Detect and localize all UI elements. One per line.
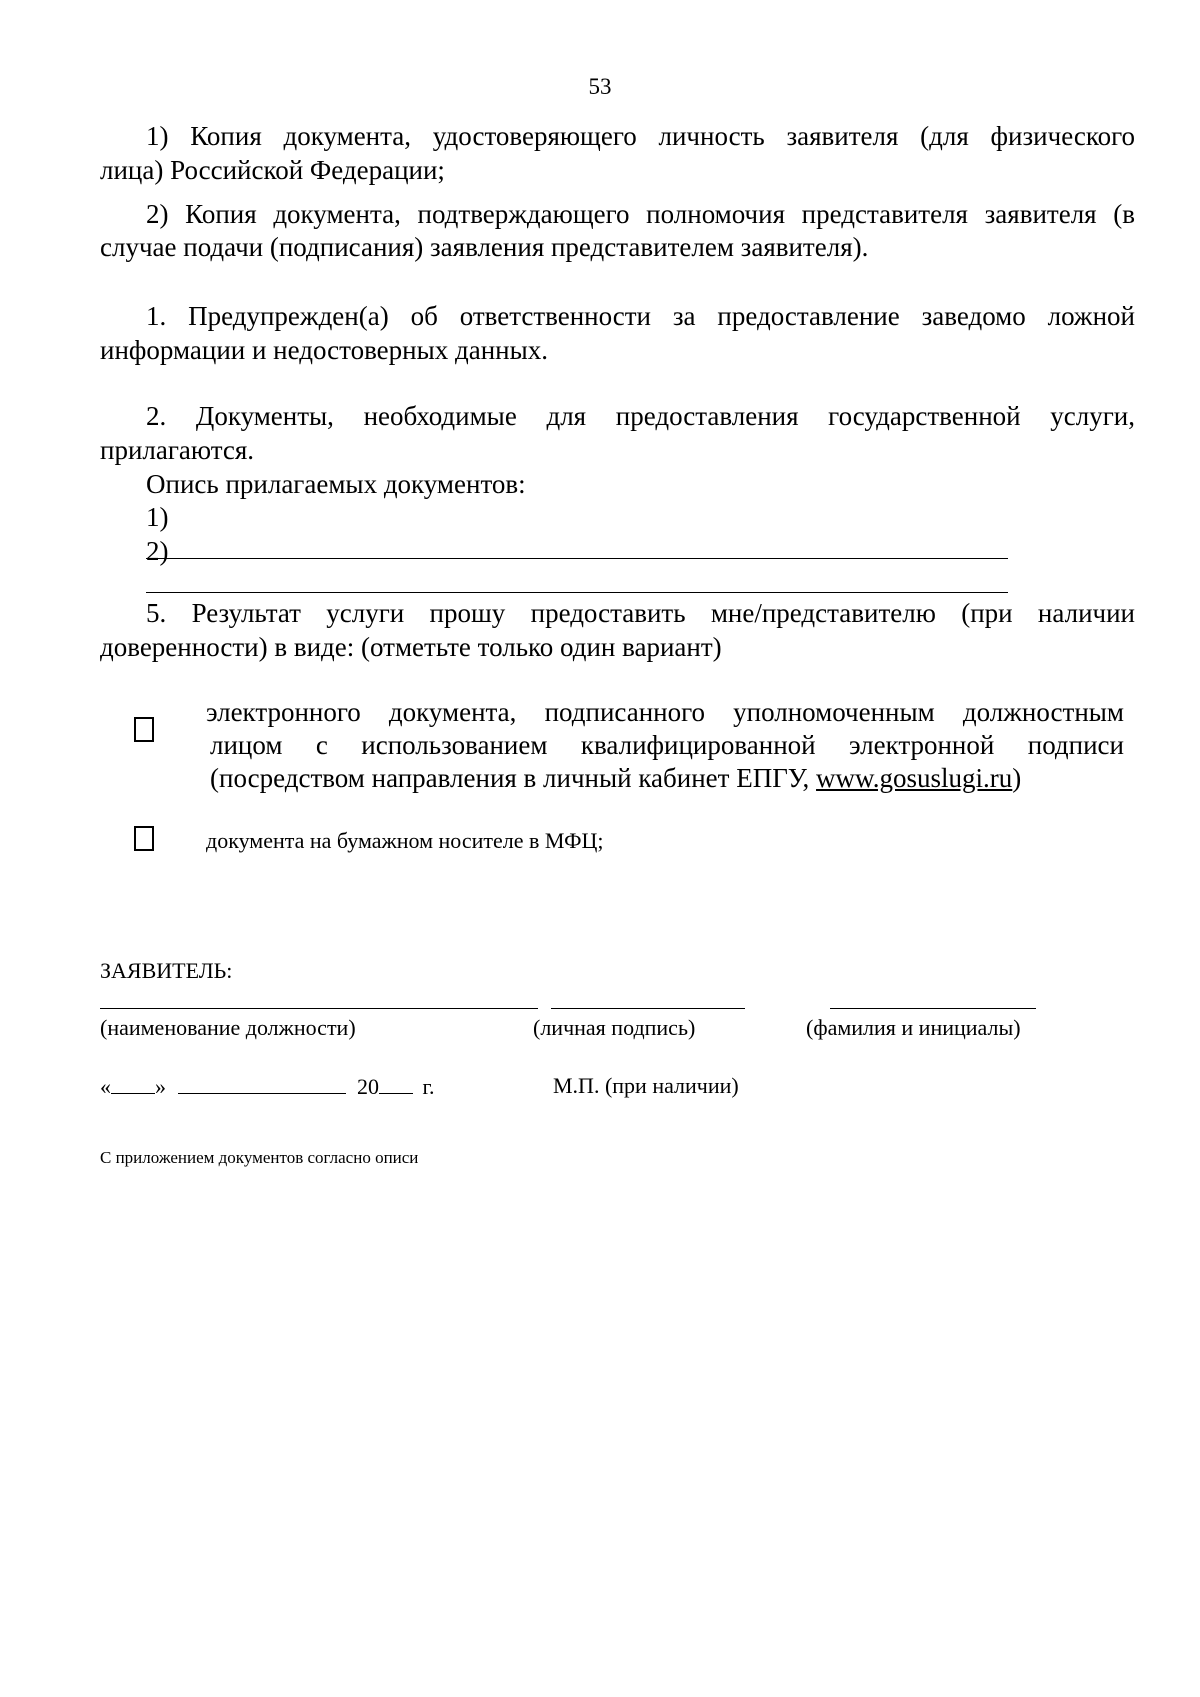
warning-paragraph-cont: информации и недостоверных данных. bbox=[100, 335, 549, 365]
documents-paragraph bbox=[100, 400, 1135, 433]
result-text: 5. Результат услуги прошу предоставить мне/представителю (при наличии bbox=[146, 598, 1135, 628]
page-number: 53 bbox=[588, 74, 612, 99]
documents-paragraph-cont: прилагаются. bbox=[100, 435, 255, 465]
result-paragraph-cont: доверенности) в виде: (отметьте только один вариант) bbox=[100, 632, 722, 662]
option-electronic-line3 bbox=[210, 762, 1021, 795]
warning-text: 1. Предупрежден(а) об ответственности за предоставление заведомо ложной bbox=[146, 301, 1135, 331]
list-item-identity-copy-cont: лица) Российской Федерации; bbox=[100, 155, 445, 185]
documents-text: 2. Документы, необходимые для предоставления государственной услуги, bbox=[146, 401, 1135, 431]
inventory-item-number: 2) bbox=[146, 536, 169, 566]
inventory-item-2 bbox=[146, 535, 1026, 601]
year-suffix: г. bbox=[422, 1074, 435, 1099]
option-electronic-line1 bbox=[206, 696, 1124, 729]
list-item-authority-copy bbox=[100, 198, 1135, 231]
applicant-label: ЗАЯВИТЕЛЬ: bbox=[100, 958, 233, 983]
option-electronic-line2 bbox=[210, 729, 1124, 762]
option-electronic-text: электронного документа, подписанного уполномоченным должностным bbox=[206, 697, 1124, 727]
inventory-label: Опись прилагаемых документов: bbox=[146, 469, 526, 499]
inventory-item-number: 1) bbox=[146, 502, 169, 532]
gosuslugi-link[interactable]: www.gosuslugi.ru bbox=[816, 763, 1013, 793]
inventory-item-blank-line bbox=[146, 568, 1008, 593]
position-line[interactable] bbox=[100, 1008, 538, 1009]
date-row bbox=[100, 1073, 435, 1100]
caption-position: (наименование должности) bbox=[100, 1015, 356, 1040]
signature-line[interactable] bbox=[551, 1008, 745, 1009]
month-blank[interactable] bbox=[178, 1073, 346, 1094]
caption-name: (фамилия и инициалы) bbox=[806, 1015, 1021, 1040]
list-item-authority-copy-cont: случае подачи (подписания) заявления представителем заявителя). bbox=[100, 232, 869, 262]
list-item-identity-copy bbox=[100, 120, 1135, 153]
caption-signature: (личная подпись) bbox=[533, 1015, 696, 1040]
stamp-label: М.П. (при наличии) bbox=[553, 1073, 739, 1098]
option-electronic-text: лицом с использованием квалифицированной электронной подписи bbox=[210, 730, 1124, 760]
day-blank[interactable] bbox=[111, 1073, 155, 1094]
open-quote: « bbox=[100, 1074, 111, 1099]
warning-paragraph bbox=[100, 300, 1135, 333]
list-item-text: 1) Копия документа, удостоверяющего личность заявителя (для физического bbox=[146, 121, 1135, 151]
list-item-text: 2) Копия документа, подтверждающего полномочия представителя заявителя (в bbox=[146, 199, 1135, 229]
year-prefix: 20 bbox=[357, 1074, 379, 1099]
name-line[interactable] bbox=[830, 1008, 1036, 1009]
option-electronic-checkbox[interactable] bbox=[134, 717, 154, 742]
closing-paren: ) bbox=[1012, 763, 1022, 793]
year-blank[interactable] bbox=[379, 1073, 413, 1094]
option-paper-label: документа на бумажном носителе в МФЦ; bbox=[206, 828, 604, 853]
result-paragraph bbox=[100, 597, 1135, 630]
option-electronic-text: (посредством направления в личный кабинет ЕПГУ, bbox=[210, 763, 817, 793]
option-paper-checkbox[interactable] bbox=[134, 826, 154, 851]
close-quote: » bbox=[155, 1074, 166, 1099]
footnote: С приложением документов согласно описи bbox=[100, 1148, 419, 1167]
